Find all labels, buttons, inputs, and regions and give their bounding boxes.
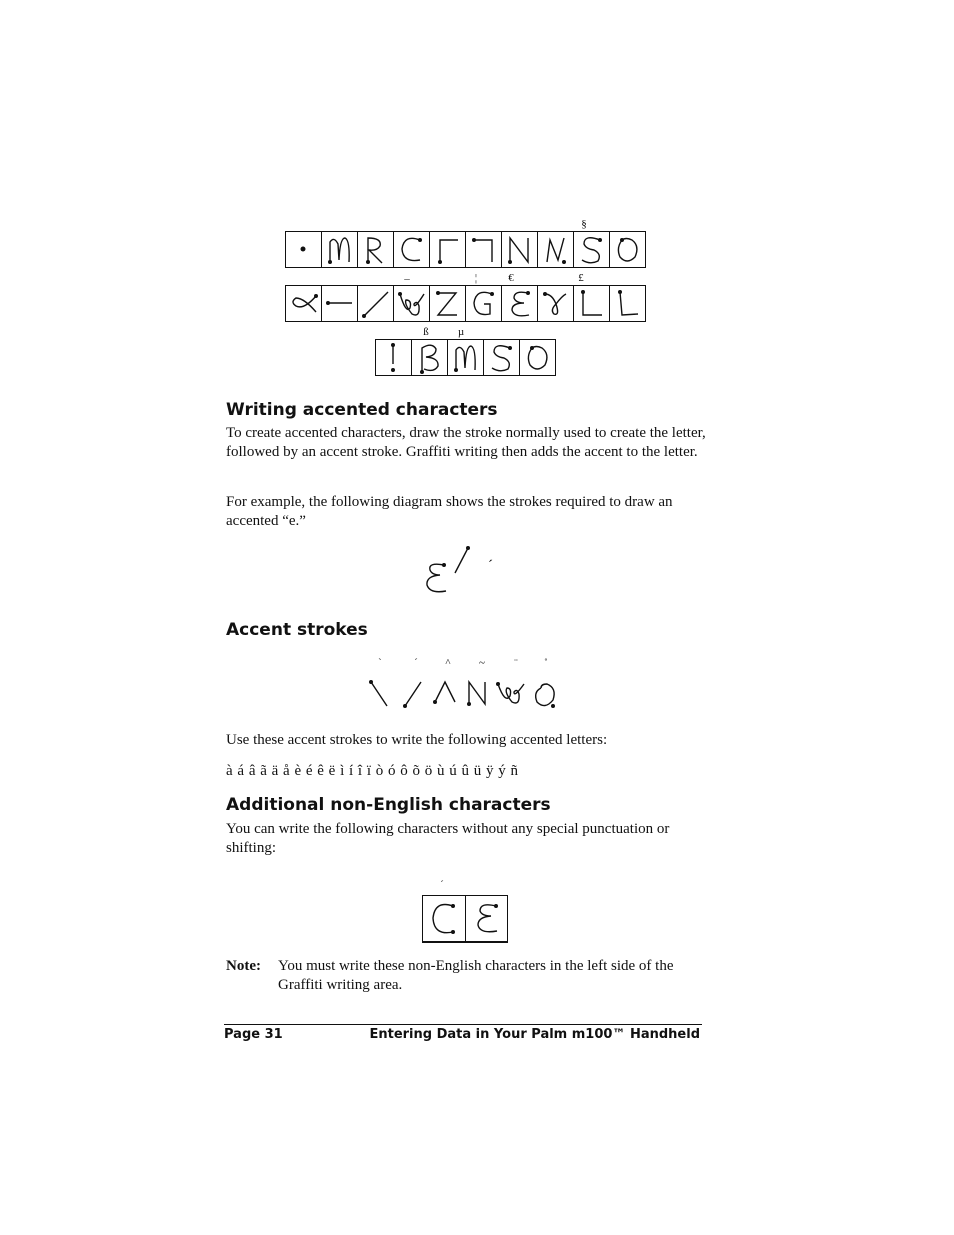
accent-label-grave: ` xyxy=(378,657,382,669)
symbol-label-eszett: ß xyxy=(423,326,429,338)
box-accent-label: ´ xyxy=(440,879,444,891)
stroke-s-2 xyxy=(484,340,520,375)
stroke-epsilon xyxy=(502,286,538,321)
stroke-exclamation xyxy=(376,340,412,375)
stroke-double-loop xyxy=(394,286,430,321)
symbol-label-micro: µ xyxy=(457,326,465,338)
stroke-n-reverse xyxy=(538,232,574,267)
note-label: Note: xyxy=(226,958,261,974)
stroke-r xyxy=(358,232,394,267)
accented-e-diagram xyxy=(418,540,518,602)
heading-accent-strokes: Accent strokes xyxy=(226,620,368,640)
accented-letters-list: à á â ã ä å è é ê ë ì í î ï ò ó ô õ ö ù ú û ü ÿ ý ñ xyxy=(226,763,518,779)
stroke-mu xyxy=(448,340,484,375)
graffiti-row-3 xyxy=(375,339,556,376)
accent-label-circumflex: ^ xyxy=(445,657,451,669)
stroke-z xyxy=(430,286,466,321)
stroke-s xyxy=(574,232,610,267)
symbol-label-section: § xyxy=(581,218,587,230)
stroke-horizontal xyxy=(322,286,358,321)
stroke-m xyxy=(322,232,358,267)
para-accented-example: For example, the following diagram shows the strokes required to draw an accented “e.” xyxy=(226,494,673,529)
stroke-g xyxy=(466,286,502,321)
symbol-label-broken-bar: ¦ xyxy=(474,272,478,284)
para-accented-intro: To create accented characters, draw the stroke normally used to create the letter, followed by an accent stroke. Graffiti writing then adds the accent to the letter. xyxy=(226,425,706,460)
stroke-period xyxy=(286,232,322,267)
accent-strokes-diagram xyxy=(365,674,565,716)
page-number: Page 31 xyxy=(224,1027,283,1042)
graffiti-row-2 xyxy=(285,285,646,322)
accent-label-acute: ´ xyxy=(414,657,418,669)
accent-acute-mark: ´ xyxy=(488,558,493,574)
stroke-l xyxy=(574,286,610,321)
symbol-label-euro: € xyxy=(508,272,514,284)
accent-label-umlaut: ¨ xyxy=(514,657,518,669)
page-footer xyxy=(224,1024,702,1042)
stroke-c-cedilla xyxy=(423,896,466,941)
stroke-slash xyxy=(358,286,394,321)
stroke-l-tilted xyxy=(610,286,645,321)
symbol-label-dash: – xyxy=(404,273,410,285)
heading-writing-accented: Writing accented characters xyxy=(226,400,498,420)
stroke-corner-left xyxy=(430,232,466,267)
note-text: You must write these non-English characters in the left side of the Graffiti writing area. xyxy=(278,958,674,993)
stroke-o xyxy=(610,232,645,267)
footer-title: Entering Data in Your Palm m100™ Handheld xyxy=(369,1027,700,1042)
stroke-n xyxy=(502,232,538,267)
stroke-c xyxy=(394,232,430,267)
para-non-english: You can write the following characters without any special punctuation or shifting: xyxy=(226,821,670,856)
heading-non-english: Additional non-English characters xyxy=(226,795,551,815)
stroke-corner-right xyxy=(466,232,502,267)
stroke-gamma xyxy=(538,286,574,321)
graffiti-row-1 xyxy=(285,231,646,268)
non-english-strokes-box xyxy=(422,895,508,943)
stroke-e-accent xyxy=(466,896,508,941)
symbol-label-pound: £ xyxy=(578,272,584,284)
accent-label-ring: ˚ xyxy=(544,657,548,669)
stroke-o-2 xyxy=(520,340,555,375)
accent-label-tilde: ~ xyxy=(479,657,485,669)
para-accent-usage: Use these accent strokes to write the following accented letters: xyxy=(226,732,608,748)
stroke-beta xyxy=(412,340,448,375)
stroke-alpha xyxy=(286,286,322,321)
